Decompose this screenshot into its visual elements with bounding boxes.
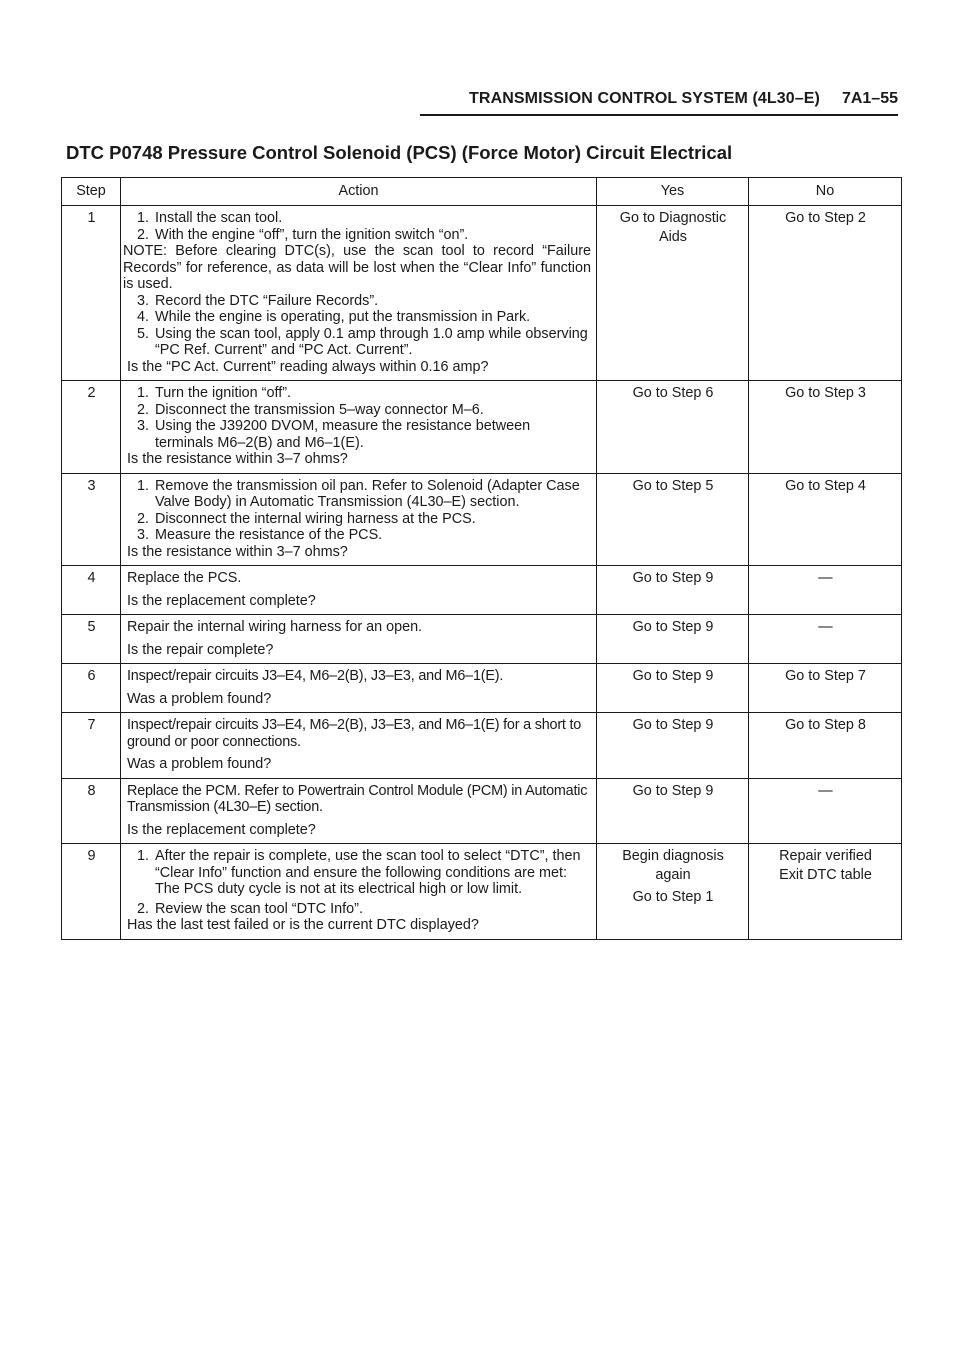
action-item: 2. With the engine “off”, turn the ignition switch “on”.: [153, 227, 591, 244]
no-text: Exit DTC table: [779, 866, 872, 883]
yes-text: again: [655, 866, 691, 883]
action-item: 1. Remove the transmission oil pan. Refer to Solenoid (Adapter Case Valve Body) in Automatic Transmission (4L30–E) section.: [153, 478, 591, 511]
step-number: 9: [62, 844, 121, 940]
yes-text: Go to Step 9: [597, 566, 749, 615]
question-text: Has the last test failed or is the current DTC displayed?: [127, 917, 479, 933]
action-item: 3. Using the J39200 DVOM, measure the resistance between terminals M6–2(B) and M6–1(E).: [153, 418, 591, 451]
action-item: 4. While the engine is operating, put the transmission in Park.: [153, 309, 591, 326]
header-title: TRANSMISSION CONTROL SYSTEM (4L30–E): [469, 90, 820, 107]
no-text: Repair verified: [779, 848, 872, 864]
column-header-step: Step: [62, 178, 121, 206]
action-cell: [121, 473, 597, 566]
action-text: Inspect/repair circuits J3–E4, M6–2(B), J3–E3, and M6–1(E).: [127, 668, 504, 684]
action-cell: [121, 566, 597, 615]
action-cell: [121, 844, 597, 940]
table-row: [62, 844, 902, 940]
no-text: Go to Step 3: [749, 381, 902, 474]
yes-text: Go to Step 9: [597, 778, 749, 844]
table-row: [62, 206, 902, 381]
table-row: [62, 713, 902, 779]
question-text: Is the resistance within 3–7 ohms?: [127, 543, 348, 560]
yes-text: Go to Step 5: [597, 473, 749, 566]
column-header-no: No: [749, 178, 902, 206]
no-text: Go to Step 4: [749, 473, 902, 566]
action-item: 1. Turn the ignition “off”.: [153, 385, 591, 402]
column-header-yes: Yes: [597, 178, 749, 206]
action-cell: [121, 713, 597, 779]
no-text: —: [749, 778, 902, 844]
action-item: 2. Disconnect the internal wiring harness at the PCS.: [153, 511, 591, 528]
table-row: [62, 381, 902, 474]
document-title: DTC P0748 Pressure Control Solenoid (PCS) (Force Motor) Circuit Electrical: [66, 142, 733, 163]
table-row: [62, 664, 902, 713]
step-number: 2: [62, 381, 121, 474]
no-text: Go to Step 7: [749, 664, 902, 713]
table-row: [62, 566, 902, 615]
column-header-action: Action: [121, 178, 597, 206]
action-item: 3. Record the DTC “Failure Records”.: [153, 293, 591, 310]
action-cell: [121, 206, 597, 381]
page-number: 7A1–55: [841, 90, 898, 107]
step-number: 4: [62, 566, 121, 615]
question-text: Is the “PC Act. Current” reading always within 0.16 amp?: [127, 358, 489, 375]
yes-cell: [597, 844, 749, 940]
yes-text: Begin diagnosis: [622, 848, 724, 864]
action-cell: [121, 778, 597, 844]
no-text: Go to Step 2: [749, 206, 902, 381]
action-item-text: After the repair is complete, use the scan tool to select “DTC”, then “Clear Info” function and ensure the following conditions are met:: [155, 848, 581, 881]
action-item: 5. Using the scan tool, apply 0.1 amp through 1.0 amp while observing “PC Ref. Current” and “PC Act. Current”.: [153, 326, 591, 359]
action-item: 1. Install the scan tool.: [153, 210, 591, 227]
condition-text: The PCS duty cycle is not at its electrical high or low limit.: [155, 881, 523, 897]
step-number: 3: [62, 473, 121, 566]
no-text: Go to Step 8: [749, 713, 902, 779]
no-cell: [749, 844, 902, 940]
question-text: Is the replacement complete?: [127, 821, 316, 838]
yes-text: Go to Step 1: [632, 889, 714, 905]
action-item: [153, 848, 591, 898]
table-row: [62, 615, 902, 664]
step-number: 5: [62, 615, 121, 664]
yes-text: Go to Step 6: [597, 381, 749, 474]
no-text: —: [749, 615, 902, 664]
yes-text: Go to Step 9: [597, 615, 749, 664]
action-item: 3. Measure the resistance of the PCS.: [153, 527, 591, 544]
yes-text: Go to Step 9: [597, 664, 749, 713]
question-text: Is the repair complete?: [127, 641, 274, 658]
question-text: Is the resistance within 3–7 ohms?: [127, 451, 348, 467]
yes-text: Go to Step 9: [597, 713, 749, 779]
yes-text: Aids: [659, 228, 687, 245]
table-row: [62, 473, 902, 566]
action-item: 2. Review the scan tool “DTC Info”.: [153, 901, 591, 918]
step-number: 6: [62, 664, 121, 713]
yes-text: Go to Diagnostic: [619, 210, 727, 226]
header-rule: [420, 114, 898, 116]
action-text: Inspect/repair circuits J3–E4, M6–2(B), J3–E3, and M6–1(E) for a short to ground or poor connections.: [127, 717, 582, 750]
question-text: Was a problem found?: [127, 690, 272, 707]
action-text: Replace the PCS.: [127, 570, 242, 586]
page-header: [0, 90, 898, 108]
step-number: 7: [62, 713, 121, 779]
table-header-row: [62, 178, 902, 206]
no-text: —: [749, 566, 902, 615]
step-number: 1: [62, 206, 121, 381]
action-item: 2. Disconnect the transmission 5–way connector M–6.: [153, 402, 591, 419]
action-cell: [121, 381, 597, 474]
note-text: NOTE: Before clearing DTC(s), use the scan tool to record “Failure Records” for reference, as data will be lost when the “Clear Info” function is used.: [123, 243, 591, 292]
table-row: [62, 778, 902, 844]
action-text: Repair the internal wiring harness for an open.: [127, 619, 423, 635]
action-cell: [121, 615, 597, 664]
action-text: Replace the PCM. Refer to Powertrain Control Module (PCM) in Automatic Transmission (4L30–E) section.: [127, 782, 588, 815]
yes-cell: [597, 206, 749, 381]
question-text: Was a problem found?: [127, 756, 272, 772]
diagnostic-table: [61, 177, 902, 940]
question-text: Is the replacement complete?: [127, 592, 316, 609]
step-number: 8: [62, 778, 121, 844]
action-cell: [121, 664, 597, 713]
